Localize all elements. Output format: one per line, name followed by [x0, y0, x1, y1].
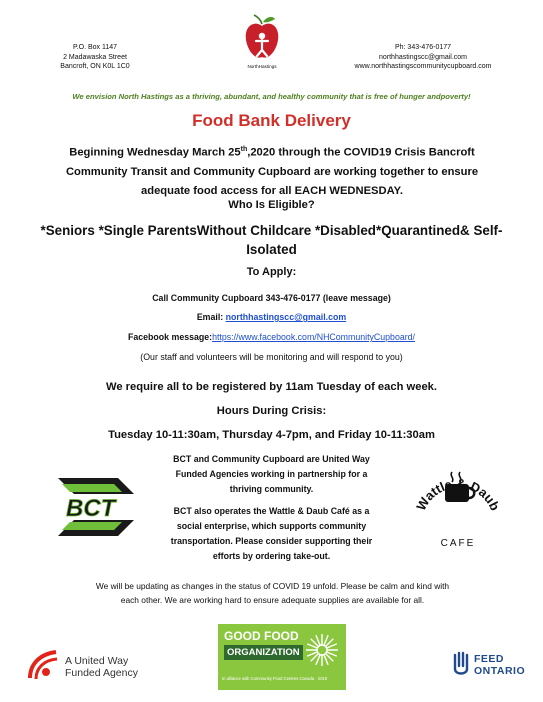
address-line: P.O. Box 1147 [72, 44, 118, 51]
email-label: Email: [196, 312, 226, 322]
feed-ontario-hand-icon [452, 651, 470, 679]
website: www.northhastingscommunitycupboard.com [354, 63, 492, 70]
united-way-badge [26, 648, 156, 684]
intro-paragraph [52, 140, 492, 201]
contact-info [333, 43, 513, 72]
united-way-text [65, 655, 138, 679]
page-title: Food Bank Delivery [192, 111, 351, 130]
closing-message: We will be updating as changes in the status of COVID 19 unfold. Please be calm and kind with each other. We are working hard to ensure adequate supplies are available for all. [95, 581, 450, 605]
email-line [0, 312, 543, 322]
contact-email: northhastingscc@gmail.com [378, 53, 468, 61]
united-way-line-2: Funded Agency [65, 667, 138, 679]
monitoring-note: (Our staff and volunteers will be monitoring and will respond to you) [140, 352, 403, 362]
facebook-link[interactable]: https://www.facebook.com/NHCommunityCupboard/ [212, 332, 415, 342]
apply-heading: To Apply: [246, 266, 297, 278]
sunburst-icon [304, 632, 340, 668]
eligibility-heading: Who Is Eligible? [228, 199, 315, 211]
united-way-icon [26, 648, 62, 682]
hours-heading: Hours During Crisis: [216, 405, 327, 417]
intro-superscript: th [240, 146, 248, 153]
call-instruction: Call Community Cupboard 343-476-0177 (leave message) [152, 293, 391, 303]
vision-statement: We envision North Hastings as a thriving, abundant, and healthy community that is free of hunger andpoverty! [72, 92, 471, 101]
gfo-line-1: GOOD FOOD [224, 629, 299, 643]
eligible-groups: *Seniors *Single ParentsWithout Childcare *Disabled*Quarantined& Self-Isolated [40, 223, 503, 257]
feed-ontario-line-1: FEED [474, 653, 505, 665]
address-line: 2 Madawaska Street [63, 53, 127, 61]
partnership-paragraph: BCT and Community Cupboard are United Way Funded Agencies working in partnership for a thriving community. [173, 454, 370, 494]
facebook-label: Facebook message: [127, 332, 213, 342]
good-food-organization-badge [218, 624, 346, 690]
bct-logo [56, 472, 136, 542]
address-line: Bancroft, ON K0L 1C0 [60, 63, 130, 70]
wattle-daub-cafe-label: CAFE [440, 538, 476, 549]
bct-logo-text: BCT [66, 495, 116, 522]
intro-part-1: Beginning Wednesday March 25 [69, 146, 241, 159]
feed-ontario-line-2: ONTARIO [474, 665, 526, 677]
hours-times: Tuesday 10-11:30am, Thursday 4-7pm, and Friday 10-11:30am [108, 429, 435, 441]
mailing-address [40, 43, 150, 72]
logo-caption: NorthHastings [247, 64, 277, 69]
email-link[interactable]: northhastingscc@gmail.com [225, 312, 347, 322]
intro-part-2: ,2020 through the COVID19 Crisis Bancroft Community Transit and Community Cupboard are working together to ensure adequate food access for all EACH WEDNESDAY. [65, 146, 479, 197]
wattle-daub-cafe-logo [408, 466, 508, 556]
wattle-daub-name: Wattle & Daub [413, 475, 503, 513]
facebook-line [0, 332, 543, 342]
phone: Ph: 343-476-0177 [394, 44, 452, 51]
registration-deadline: We require all to be registered by 11am Tuesday of each week. [106, 381, 437, 393]
cafe-paragraph: BCT also operates the Wattle & Daub Café as a social enterprise, which supports community transportation. Please consider supporting their efforts by ordering take-out. [170, 506, 373, 561]
feed-ontario-text [474, 653, 525, 677]
united-way-line-1: A United Way [65, 655, 129, 667]
gfo-line-3: In alliance with Community Food Centres Canada · 2019 [222, 676, 328, 681]
feed-ontario-badge [452, 648, 532, 682]
gfo-line-2: ORGANIZATION [224, 645, 303, 660]
